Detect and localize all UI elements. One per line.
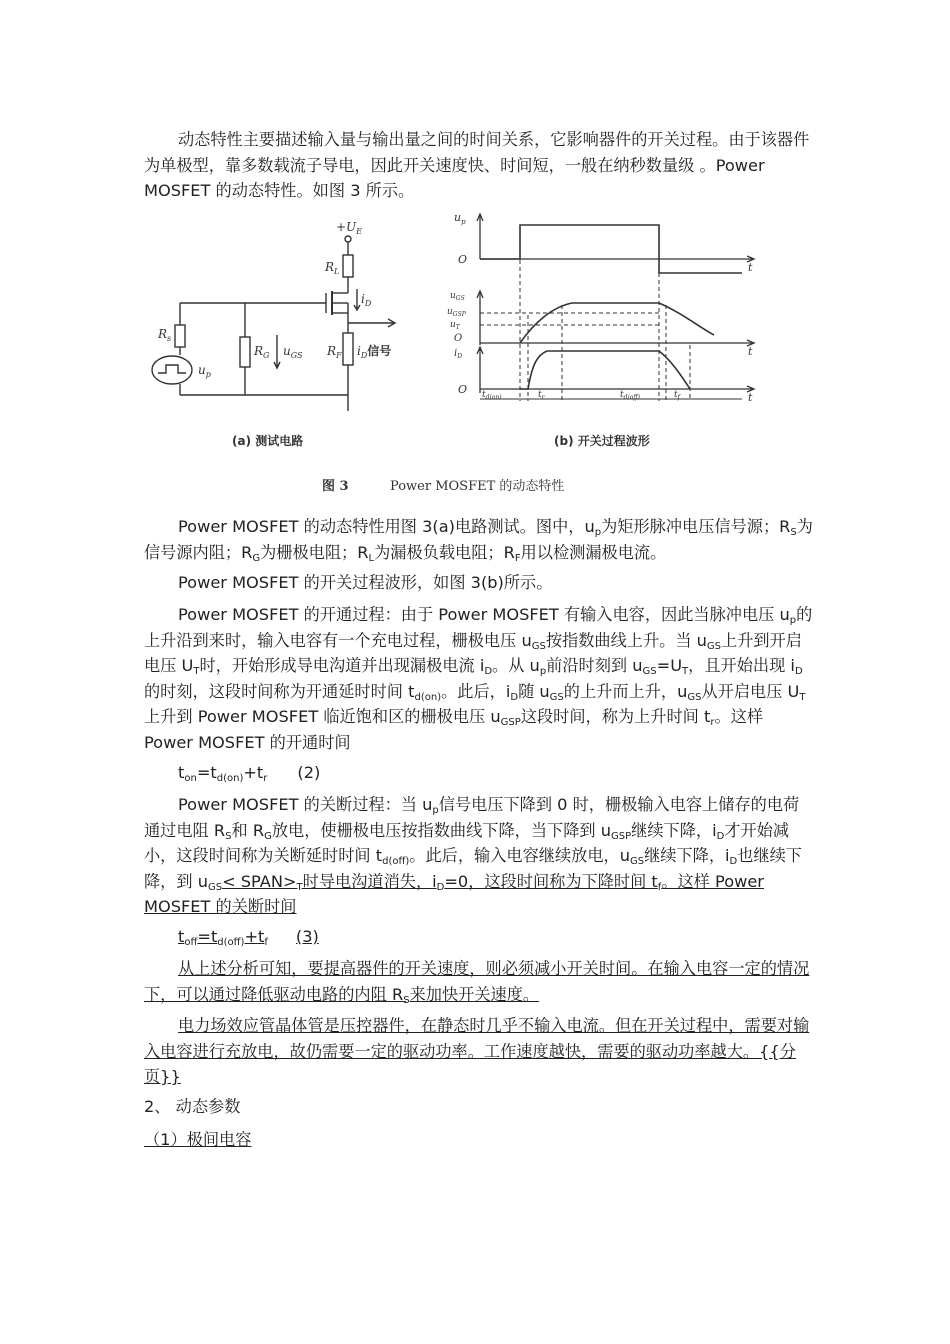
svg-text:uGSP: $u_{GSP}$ xyxy=(447,307,466,318)
up-pulse xyxy=(480,225,742,273)
resistor-rg xyxy=(240,337,250,367)
equation-2: $t_{on}=t_{d(on)}+t_r$ (2) xyxy=(178,763,321,784)
svg-text:O: O xyxy=(454,333,463,344)
paragraph-drive-power: 电力场效应管晶体管是压控器件，在静态时几乎不输入电流。但在开关过程中，需要对输入电容进行充放电，故仍需要一定的驱动功率。工作速度越快，需要的驱动功率越大。{{分页}} xyxy=(144,1016,810,1086)
waveform-plot xyxy=(477,214,754,401)
paragraph-test-circuit: Power MOSFET 的动态特性用图 3(a)电路测试。图中，$u_p$为矩形脉冲电压信号源；$R_S$为信号源内阻；$R_G$为栅极电阻；$R_L$为漏极负载电阻；$R_F$用以检测漏极电流。 xyxy=(144,517,813,564)
resistor-rf xyxy=(343,333,353,365)
svg-text:Rs: $R_s$ xyxy=(158,327,172,343)
paragraph-waveform: Power MOSFET 的开关过程波形，如图 3(b)所示。 xyxy=(178,573,553,592)
equation-3: $t_{off}=t_{d(off)}+t_f$ (3) xyxy=(178,927,319,948)
waveform-labels xyxy=(447,211,753,404)
caption-a: (a) 测试电路 xyxy=(232,434,304,448)
test-circuit xyxy=(152,236,395,411)
svg-text:uGS: $u_{GS}$ xyxy=(283,344,303,360)
paragraph-turn-off: Power MOSFET 的关断过程：当 $u_p$信号电压下降到 0 时，栅极输入电容上储存的电荷通过电阻 $R_S$和 $R_G$放电，使栅极电压按指数曲线下降，当下降到 $u_{GSP}$继续下降，$i_D$才开始减小，这段时间称为关断延时时间 $t_{d(off)}$。此后，输入电容继续放电，$u_{GS}$继续下降，$i_D$也继续下降，到 $u_{GS}<$ $SPAN>_T$时导电沟道消失，$i_D=0$，这段时间称为下降时间 $t_f$。这样 Power MOSFET 的关断时间 xyxy=(144,795,802,916)
svg-text:iD: $i_D$ xyxy=(454,348,463,360)
heading-interelectrode-capacitance: （1）极间电容 xyxy=(144,1130,252,1149)
pulse-source xyxy=(152,356,192,384)
heading-dynamic-params: 2、 动态参数 xyxy=(144,1097,241,1116)
paragraph-intro-text: 动态特性主要描述输入量与输出量之间的时间关系，它影响器件的开关过程。由于该器件为单极型，靠多数载流子导电，因此开关速度快、时间短，一般在纳秒数量级 。Power MOSFET 的动态特性。如图 3 所示。 xyxy=(144,130,810,200)
caption-b: (b) 开关过程波形 xyxy=(554,434,650,448)
resistor-rs xyxy=(175,325,185,347)
svg-text:uGS: $u_{GS}$ xyxy=(450,291,465,302)
paragraph-turn-on: Power MOSFET 的开通过程：由于 Power MOSFET 有输入电容，因此当脉冲电压 $u_p$的上升沿到来时，输入电容有一个充电过程，栅极电压 $u_{GS}$按指数曲线上升。当 $u_{GS}$上升到开启电压 $U_T$时，开始形成导电沟道并出现漏极电流 $i_D$。从 $u_p$前沿时刻到 $u_{GS}=U_T$，且开始出现 $i_D$的时刻，这段时间称为开通延时时间 $t_{d(on)}$。此后，$i_D$随 $u_{GS}$的上升而上升，$u_{GS}$从开启电压 $U_T$上升到 Power MOSFET 临近饱和区的栅极电压 $u_{GSP}$这段时间，称为上升时间 $t_r$。这样 Power MOSFET 的开通时间 xyxy=(144,605,813,752)
svg-text:RG: $R_G$ xyxy=(254,344,270,360)
svg-text:iD信号: $i_D$信号 xyxy=(357,344,392,360)
resistor-rl xyxy=(343,255,353,277)
svg-text:RL: $R_L$ xyxy=(325,260,340,276)
svg-text:tf: $t_f$ xyxy=(674,390,680,401)
svg-text:iD: $i_D$ xyxy=(361,292,372,308)
figure-number: 图 3 xyxy=(322,479,349,494)
svg-text:O: O xyxy=(458,383,468,396)
id-curve xyxy=(520,351,690,389)
svg-text:up: $u_p$ xyxy=(198,363,211,379)
svg-text:t: t xyxy=(748,261,753,274)
svg-text:RF: $R_F$ xyxy=(327,344,342,360)
svg-text:tr: $t_r$ xyxy=(538,390,545,401)
figure-3 xyxy=(142,205,762,500)
svg-text:O: O xyxy=(458,253,468,266)
paragraph-switching-speed: 从上述分析可知，要提高器件的开关速度，则必须减小开关时间。在输入电容一定的情况下，可以通过降低驱动电路的内阻 $R_S$来加快开关速度。 xyxy=(144,959,810,1006)
figure-title: Power MOSFET 的动态特性 xyxy=(390,479,565,494)
svg-text:t: t xyxy=(748,391,753,404)
supply-terminal xyxy=(345,236,351,242)
svg-text:up: $u_p$ xyxy=(454,211,466,226)
circuit-labels xyxy=(157,220,391,379)
svg-text:+UE: $+U_E$ xyxy=(336,220,363,236)
svg-text:t: t xyxy=(748,345,753,358)
svg-text:uT: $u_T$ xyxy=(450,320,460,331)
svg-text:td(on): $t_{d(on)}$ xyxy=(482,390,502,401)
paragraph-intro xyxy=(144,127,814,204)
svg-text:td(off): $t_{d(off)}$ xyxy=(620,390,641,401)
ugs-curve xyxy=(520,303,714,343)
figure-3-svg xyxy=(142,205,762,500)
